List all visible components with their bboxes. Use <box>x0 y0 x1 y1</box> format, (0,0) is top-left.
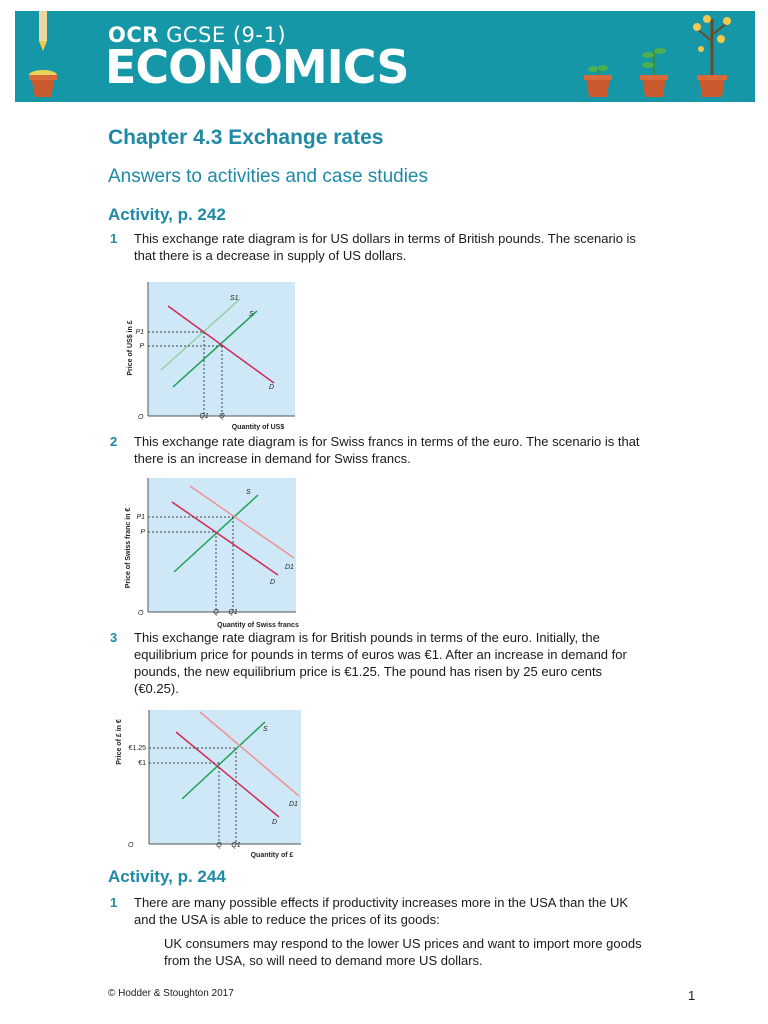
origin-label: O <box>128 842 134 849</box>
copyright: © Hodder & Stoughton 2017 <box>108 988 234 999</box>
curve-label: D1 <box>289 801 298 808</box>
item-text <box>134 894 704 928</box>
text-line: from the USA, so will need to demand more US dollars. <box>164 953 483 968</box>
x-axis-label: Quantity of US$ <box>231 424 285 431</box>
y-axis-label: Price of US$ in £ <box>127 320 134 376</box>
text-line: This exchange rate diagram is for US dollars in terms of British pounds. The scenario is <box>134 231 636 246</box>
sprout-pot-icon <box>580 11 616 102</box>
text-line: that there is a decrease in supply of US dollars. <box>134 248 407 263</box>
curve-label: S1 <box>230 295 239 302</box>
text-line: (€0.25). <box>134 681 179 696</box>
quantity-label: Q <box>213 609 219 616</box>
item-number: 1 <box>110 231 118 246</box>
section-heading: Activity, p. 242 <box>108 205 226 224</box>
plant-pot-icon <box>636 11 672 102</box>
money-tree-icon <box>687 11 737 102</box>
item-text <box>134 629 704 697</box>
item-text <box>134 230 704 264</box>
x-axis-label: Quantity of Swiss francs <box>217 622 299 629</box>
curve-label: S <box>246 489 251 496</box>
curve-label: S <box>263 726 268 733</box>
price-label: P <box>139 343 144 350</box>
text-line: UK consumers may respond to the lower US prices and want to import more goods <box>164 936 642 951</box>
section-heading: Activity, p. 244 <box>108 867 226 886</box>
y-axis-label: Price of Swiss franc in € <box>125 507 132 589</box>
text-line: there is an increase in demand for Swiss francs. <box>134 451 411 466</box>
price-label: P1 <box>135 329 144 336</box>
header-banner <box>15 11 755 102</box>
quantity-label: Q1 <box>231 842 241 849</box>
page-number: 1 <box>688 988 696 1003</box>
price-label: P <box>140 529 145 536</box>
curve-label: D <box>270 579 276 586</box>
brand-prefix: OCR <box>108 23 159 47</box>
brand-suffix: GCSE (9-1) <box>166 23 287 47</box>
quantity-label: Q1 <box>199 413 209 420</box>
origin-label: O <box>138 610 144 617</box>
item-number: 3 <box>110 630 118 645</box>
quantity-label: Q1 <box>228 609 238 616</box>
exchange-rate-diagram-1 <box>118 278 308 432</box>
curve-label: D <box>272 819 278 826</box>
text-line: and the USA is able to reduce the prices of its goods: <box>134 912 440 927</box>
chart-area <box>148 478 296 612</box>
origin-label: O <box>138 414 144 421</box>
text-line: pounds, the new equilibrium price is €1.25. The pound has risen by 25 euro cents <box>134 664 603 679</box>
exchange-rate-diagram-3 <box>112 706 312 862</box>
curve-label: D1 <box>285 564 294 571</box>
y-axis-label: Price of £ in € <box>116 719 123 765</box>
exchange-rate-diagram-2 <box>118 474 308 630</box>
pencil-pot-icon <box>15 11 85 102</box>
text-line: equilibrium price for pounds in terms of euros was €1. After an increase in demand for <box>134 647 627 662</box>
price-label: P1 <box>136 514 145 521</box>
quantity-label: Q <box>216 842 222 849</box>
price-label: €1.25 <box>128 745 146 752</box>
chart-area <box>149 710 301 844</box>
curve-label: S <box>249 311 254 318</box>
chapter-title: Chapter 4.3 Exchange rates <box>108 126 384 149</box>
price-label: €1 <box>138 760 146 767</box>
sub-item-text <box>164 935 704 969</box>
text-line: There are many possible effects if productivity increases more in the USA than the UK <box>134 895 628 910</box>
text-line: This exchange rate diagram is for Swiss francs in terms of the euro. The scenario is that <box>134 434 640 449</box>
item-number: 2 <box>110 434 118 449</box>
text-line: This exchange rate diagram is for British pounds in terms of the euro. Initially, the <box>134 630 600 645</box>
quantity-label: Q <box>219 413 225 420</box>
item-number: 1 <box>110 895 118 910</box>
item-text <box>134 433 704 467</box>
x-axis-label: Quantity of £ <box>250 852 294 859</box>
curve-label: D <box>269 384 275 391</box>
subject-title: ECONOMICS <box>105 40 409 94</box>
page-subtitle: Answers to activities and case studies <box>108 166 428 187</box>
